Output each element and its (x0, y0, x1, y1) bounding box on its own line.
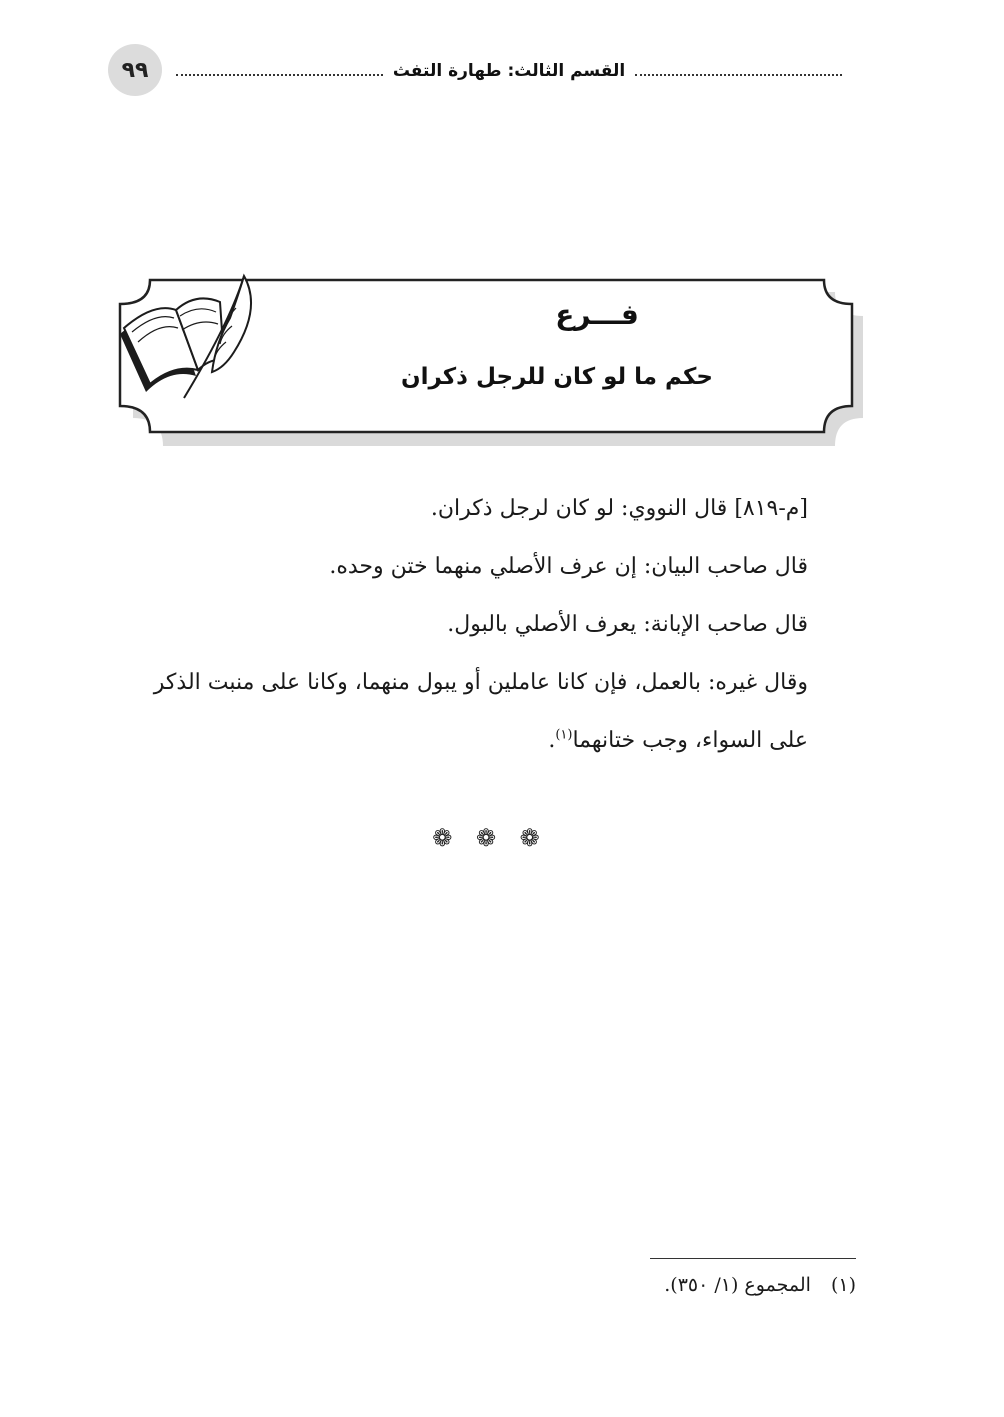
body-line-2: قال صاحب البيان: إن عرف الأصلي منهما ختن وحده. (329, 554, 808, 579)
header-dots-right (635, 74, 842, 76)
footnote-number: (١) (830, 1274, 856, 1296)
footnote (380, 1274, 856, 1296)
header-dots-left (176, 74, 383, 76)
body-paragraph-4-text: وقال غيره: بالعمل، فإن كانا عاملين أو يبول منهما، وكانا على منبت الذكر على السواء، وجب ختانهما (153, 670, 808, 753)
body-paragraph-4 (110, 654, 858, 770)
flower-ornament-separator: ❁ ❁ ❁ (432, 824, 548, 852)
footnote-reference: (١) (555, 727, 573, 743)
body-line-1: [م-٨١٩] قال النووي: لو كان لرجل ذكران. (430, 496, 808, 521)
body-line-3: قال صاحب الإبانة: يعرف الأصلي بالبول. (447, 612, 808, 637)
page-number-badge: ٩٩ (108, 44, 162, 96)
running-title: القسم الثالث: طهارة التفث (392, 61, 626, 81)
footnote-divider (650, 1258, 856, 1259)
banner-heading: فـــرع (555, 298, 639, 331)
body-paragraph-4-end: . (548, 728, 556, 753)
book-quill-icon (112, 272, 262, 402)
footnote-text: المجموع (١/ ٣٥٠). (664, 1274, 811, 1296)
banner-subheading: حكم ما لو كان للرجل ذكران (400, 364, 714, 390)
running-header (176, 56, 842, 86)
section-banner (112, 272, 868, 452)
body-text (110, 480, 858, 770)
